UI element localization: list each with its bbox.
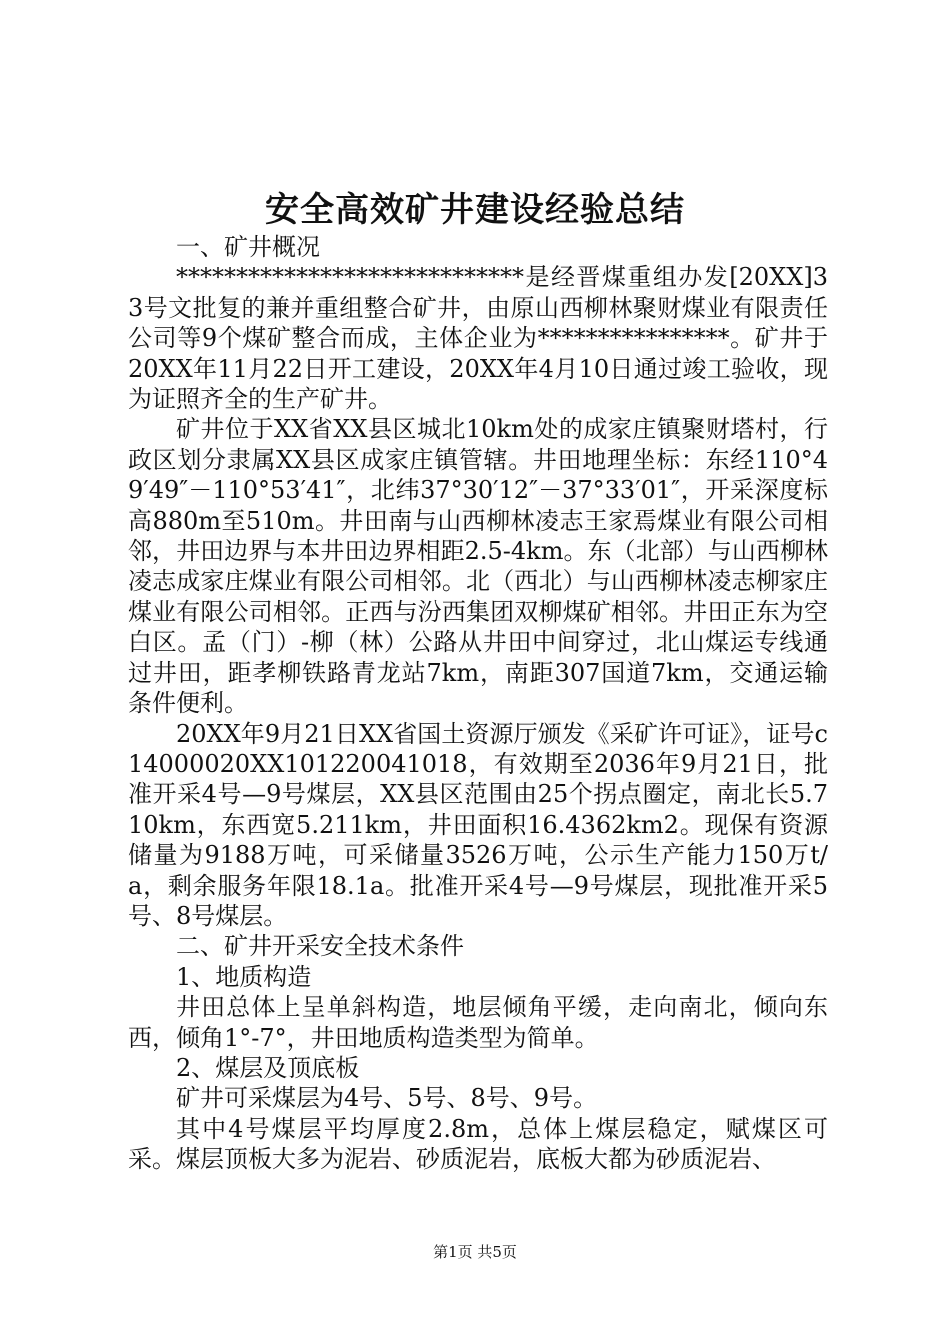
- subheading-coal-seams: 2、煤层及顶底板: [176, 1053, 360, 1082]
- paragraph-mine-location: 矿井位于XX省XX县区城北10km处的成家庄镇聚财塔村，行政区划分隶属XX县区成家庄镇管辖。井田地理坐标：东经110°49′49″－110°53′41″，北纬37°30′12″－37°33′01″，开采深度标高880m至510m。井田南与山西柳林凌志王家焉煤业有限公司相邻，井田边界与本井田边界相距2.5-4km。东（北部）与山西柳林凌志成家庄煤业有限公司相邻。北（西北）与山西柳林凌志柳家庄煤业有限公司相邻。正西与汾西集团双柳煤矿相邻。井田正东为空白区。孟（门）-柳（林）公路从井田中间穿过，北山煤运专线通过井田，距孝柳铁路青龙站7km，南距307国道7km，交通运输条件便利。: [128, 415, 828, 718]
- section-heading-safety-conditions: 二、矿井开采安全技术条件: [176, 932, 464, 961]
- page-footer: 第1页 共5页: [433, 1243, 517, 1261]
- document-title: 安全高效矿井建设经验总结: [265, 190, 685, 230]
- section-heading-overview: 一、矿井概况: [176, 233, 320, 261]
- paragraph-minable-seams: 矿井可采煤层为4号、5号、8号、9号。: [176, 1084, 598, 1113]
- paragraph-mine-intro: *****************************是经晋煤重组办发[20XX]33号文批复的兼并重组整合矿井，由原山西柳林聚财煤业有限责任公司等9个煤矿整合而成，主体企业为****************。矿井于20XX年11月22日开工建设，20XX年4月10日通过竣工验收，现为证照齐全的生产矿井。: [128, 263, 828, 414]
- paragraph-mining-license: 20XX年9月21日XX省国土资源厅颁发《采矿许可证》，证号c14000020XX101220041018，有效期至2036年9月21日，批准开采4号—9号煤层，XX县区范围由25个拐点圈定，南北长5.710km，东西宽5.211km，井田面积16.4362km2。现保有资源储量为9188万吨，可采储量3526万吨，公示生产能力150万t/a，剩余服务年限18.1a。批准开采4号—9号煤层，现批准开采5号、8号煤层。: [128, 719, 828, 930]
- document-body: [128, 232, 828, 1175]
- paragraph-geology: 井田总体上呈单斜构造，地层倾角平缓，走向南北，倾向东西，倾角1°-7°，井田地质构造类型为简单。: [128, 993, 828, 1052]
- paragraph-seam-4: 其中4号煤层平均厚度2.8m，总体上煤层稳定，赋煤区可采。煤层顶板大多为泥岩、砂质泥岩，底板大都为砂质泥岩、: [128, 1114, 828, 1174]
- subheading-geology: 1、地质构造: [176, 962, 312, 991]
